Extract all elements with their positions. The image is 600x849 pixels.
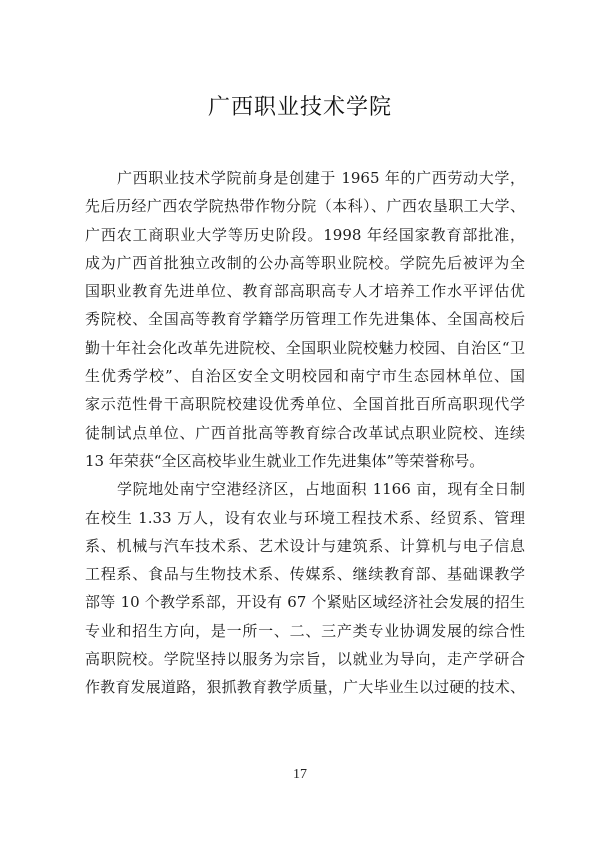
paragraph-2 [85, 475, 525, 701]
text-line: 生优秀学校”、自治区安全文明校园和南宁市生态园林单位、国 [85, 367, 525, 386]
text-line: 成为广西首批独立改制的公办高等职业院校。学院先后被评为全 [85, 253, 525, 272]
text-line: 系、机械与汽车技术系、艺术设计与建筑系、计算机与电子信息 [85, 536, 525, 555]
text-line: 广西职业技术学院前身是创建于 1965 年的广西劳动大学， [117, 169, 525, 187]
text-line: 学院地处南宁空港经济区，占地面积 1166 亩，现有全日制 [117, 480, 525, 499]
text-line: 高职院校。学院坚持以服务为宗旨，以就业为导向，走产学研合 [85, 650, 525, 669]
document-body [85, 164, 525, 702]
paragraph-1 [85, 164, 525, 475]
page-number: 17 [293, 767, 307, 782]
text-line: 秀院校、全国高等教育学籍学历管理工作先进集体、全国高校后 [85, 310, 525, 329]
text-line: 广西农工商职业大学等历史阶段。1998 年经国家教育部批准， [85, 225, 525, 244]
text-line: 部等 10 个教学系部，开设有 67 个紧贴区域经济社会发展的招生 [85, 593, 525, 612]
text-line: 勤十年社会化改革先进院校、全国职业院校魅力校园、自治区“卫 [85, 338, 525, 357]
text-line: 专业和招生方向，是一所一、二、三产类专业协调发展的综合性 [85, 621, 525, 640]
text-line: 先后历经广西农学院热带作物分院（本科）、广西农垦职工大学、 [85, 197, 525, 216]
document-title: 广西职业技术学院 [207, 95, 392, 120]
text-line: 家示范性骨干高职院校建设优秀单位、全国首批百所高职现代学 [85, 395, 525, 414]
text-line: 作教育发展道路，狠抓教育教学质量，广大毕业生以过硬的技术、 [85, 678, 525, 697]
text-line: 徒制试点单位、广西首批高等教育综合改革试点职业院校、连续 [85, 423, 525, 442]
text-line: 国职业教育先进单位、教育部高职高专人才培养工作水平评估优 [85, 282, 525, 301]
text-line: 在校生 1.33 万人，设有农业与环境工程技术系、经贸系、管理 [85, 508, 525, 527]
text-line: 工程系、食品与生物技术系、传媒系、继续教育部、基础课教学 [85, 565, 525, 584]
text-line: 13 年荣获“全区高校毕业生就业工作先进集体”等荣誉称号。 [85, 451, 485, 470]
